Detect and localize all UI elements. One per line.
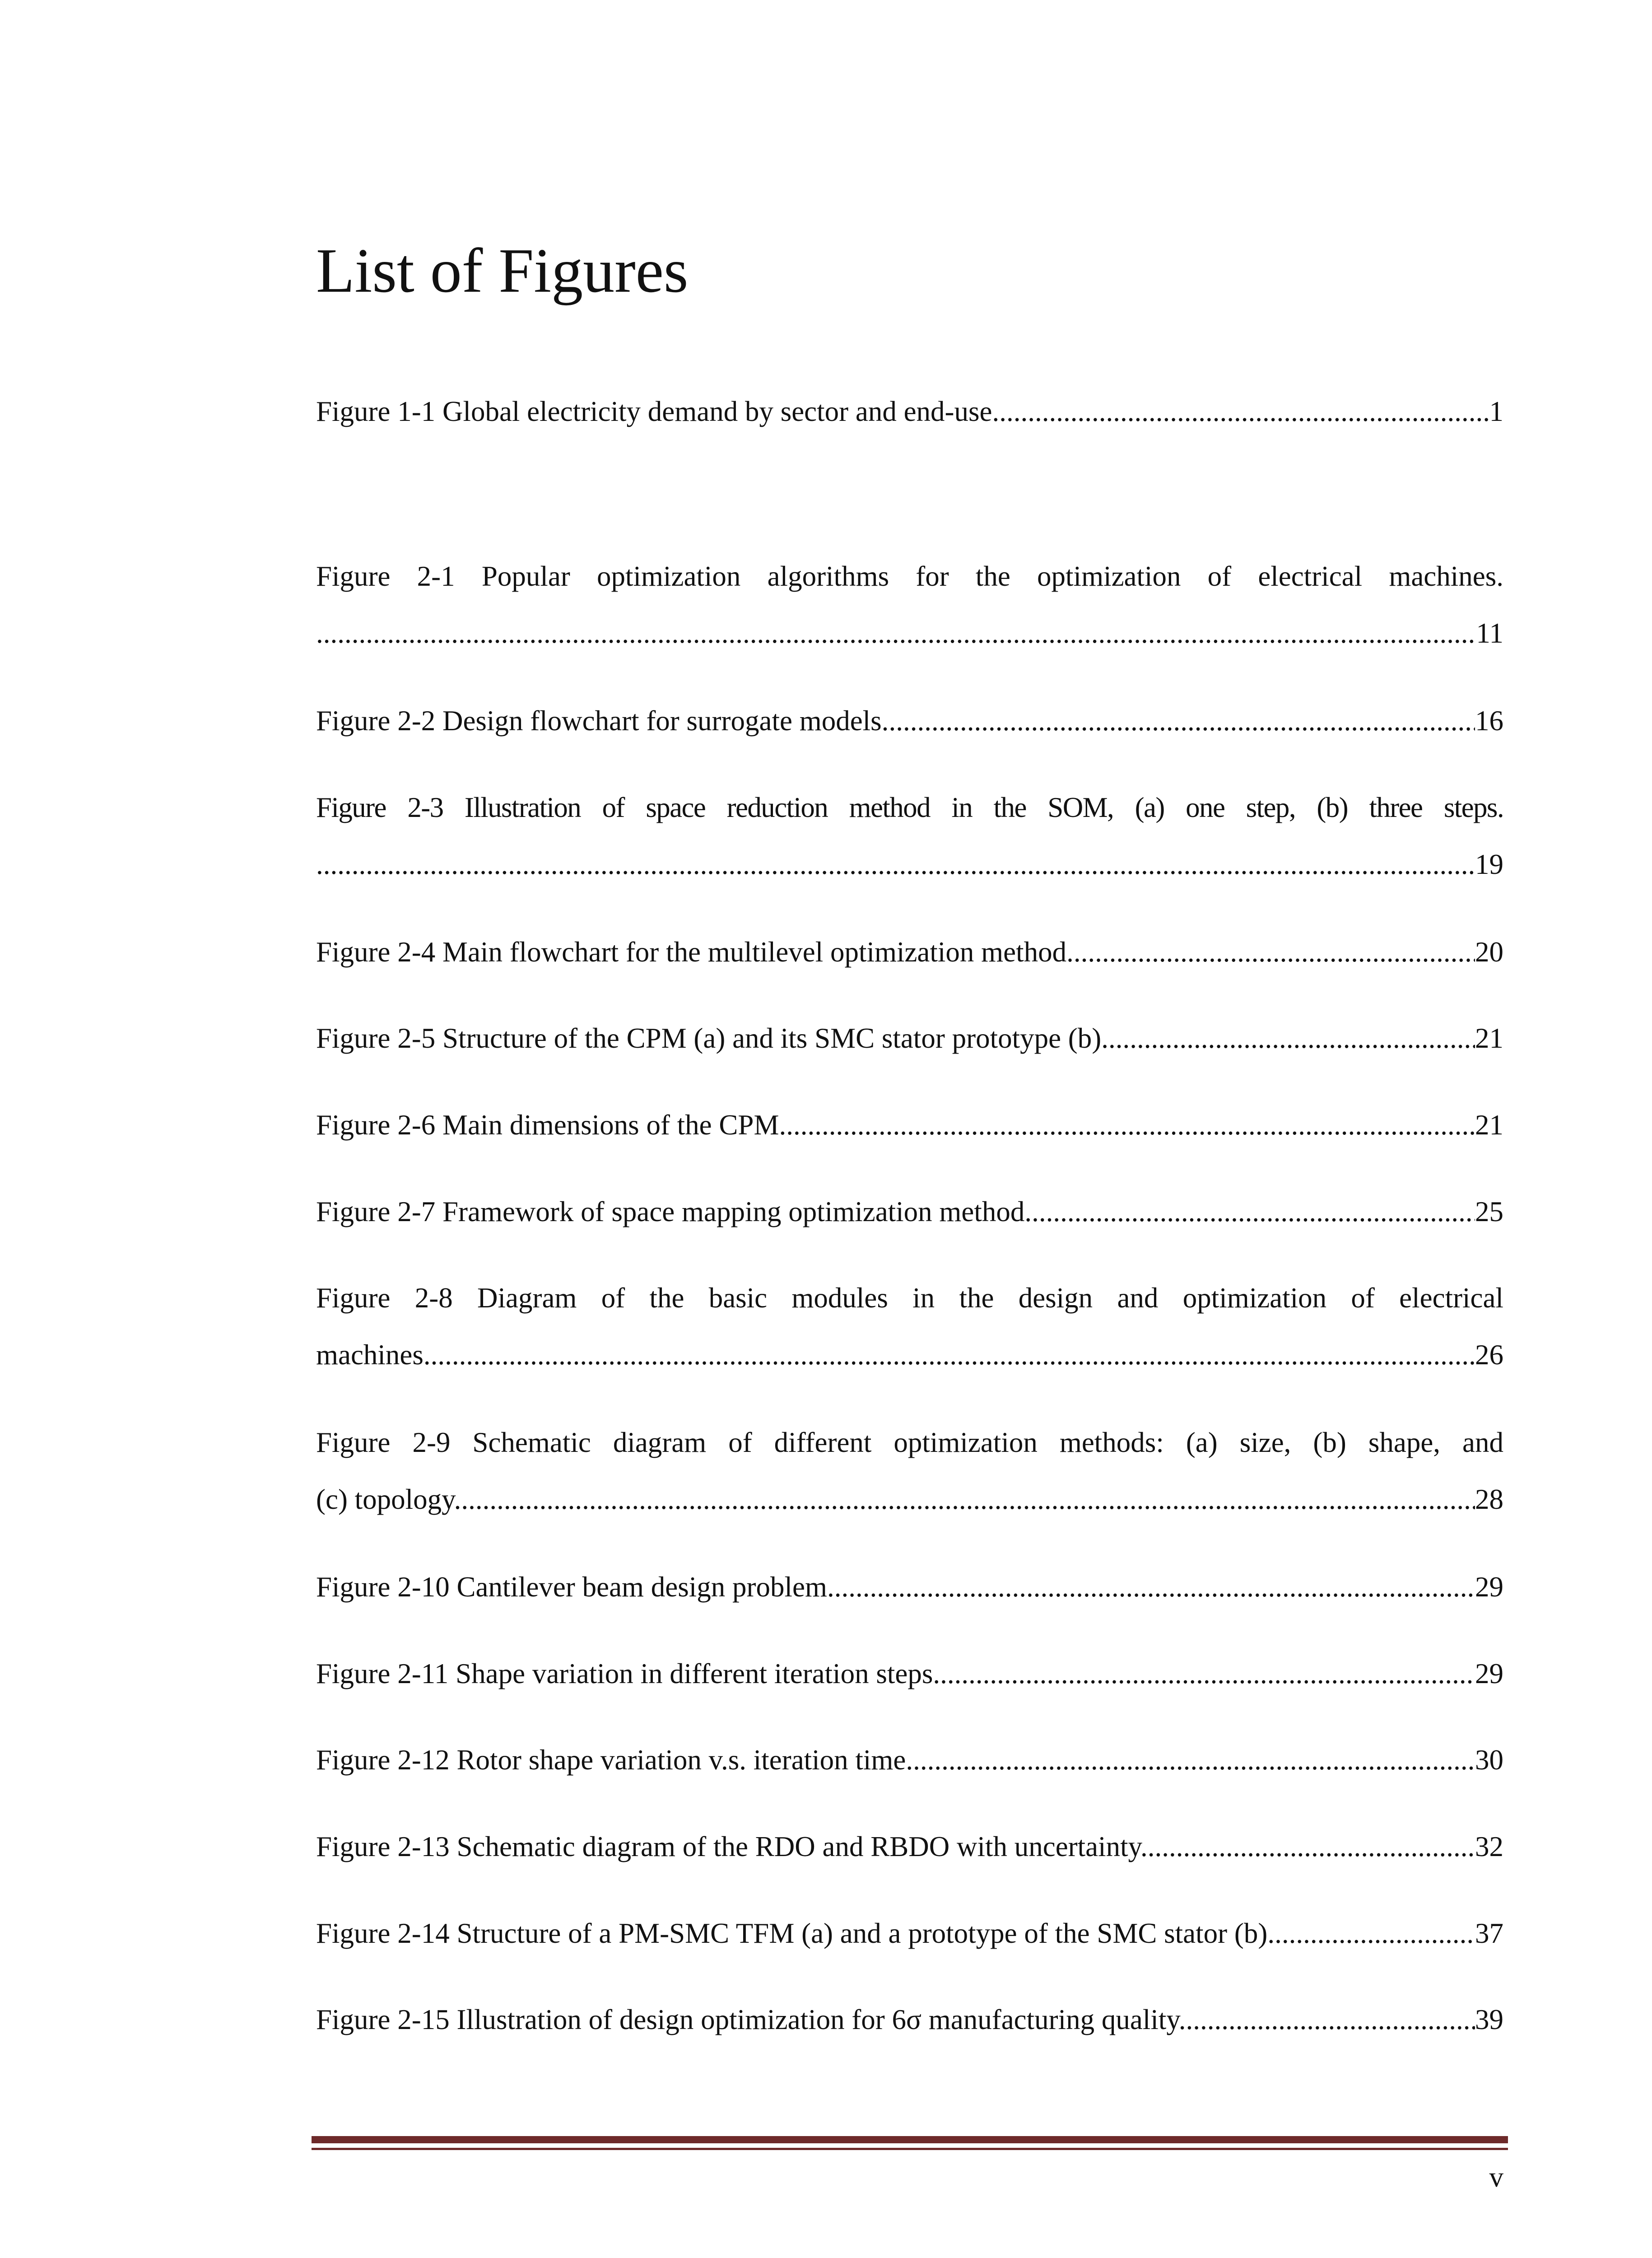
toc-entry-page: 37 [1475,1917,1503,1949]
toc-entry-line1: Figure 2-8 Diagram of the basic modules in the design and optimization of electrical [316,1282,1503,1314]
toc-entry-page: 32 [1475,1831,1503,1862]
toc-entry-text: Figure 2-15 Illustration of design optimization for 6σ manufacturing quality. [316,2004,1186,2035]
toc-entry [316,1746,1503,1774]
toc-entry [316,397,1503,426]
toc-entry-page: 29 [1475,1658,1503,1689]
toc-entry-text: Figure 2-2 Design flowchart for surrogate models. [316,705,889,737]
toc-entry-page: 19 [1475,849,1503,880]
toc-entry-page: 20 [1475,936,1503,968]
toc-leader [913,1746,1475,1774]
toc-entry-line1: Figure 2-9 Schematic diagram of different optimization methods: (a) size, (b) shape, and [316,1427,1503,1458]
toc-entry-line1: Figure 2-3 Illustration of space reduction method in the SOM, (a) one step, (b) three steps. [316,792,1503,823]
page-title: List of Figures [316,236,689,306]
toc-entry-text: (c) topology. [316,1484,461,1515]
toc-leader [889,707,1475,735]
toc-entry [316,2006,1503,2034]
toc-entry [316,1573,1503,1601]
page-number: v [1489,2161,1503,2193]
toc-entry [316,707,1503,735]
toc-entry-page: 30 [1475,1744,1503,1776]
toc-leader [1275,1919,1475,1948]
toc-entry [316,1428,1503,1514]
toc-leader [461,1485,1475,1514]
toc-leader [786,1111,1475,1139]
toc-entry [316,1833,1503,1861]
toc-entry-text: Figure 2-12 Rotor shape variation v.s. iteration time. [316,1744,913,1776]
toc-entry [316,1024,1503,1053]
toc-entry-text: Figure 2-7 Framework of space mapping optimization method. [316,1196,1032,1227]
toc-entry [316,562,1503,648]
toc-leader [1186,2006,1475,2034]
toc-entry [316,1111,1503,1139]
toc-entry-page: 11 [1476,617,1503,649]
toc-entry-text: Figure 2-5 Structure of the CPM (a) and its SMC stator prototype (b). [316,1022,1109,1054]
toc-entry-page: 26 [1475,1339,1503,1371]
toc-leader [431,1341,1475,1369]
toc-entry-page: 21 [1475,1109,1503,1141]
toc-entry-text: machines. [316,1339,431,1371]
toc-entry-text: Figure 2-4 Main flowchart for the multilevel optimization method. [316,936,1074,968]
toc-entry [316,1919,1503,1948]
toc-entry-page: 1 [1489,396,1503,427]
toc-entry-text: Figure 2-13 Schematic diagram of the RDO and RBDO with uncertainty. [316,1831,1148,1862]
toc-entry-page: 29 [1475,1571,1503,1603]
toc-leader [1074,938,1475,966]
toc-entry [316,1198,1503,1226]
toc-entry [316,793,1503,879]
toc-entry-text: Figure 1-1 Global electricity demand by sector and end-use. [316,396,1000,427]
toc-entry-page: 39 [1475,2004,1503,2035]
toc-entry-text: Figure 2-10 Cantilever beam design problem. [316,1571,834,1603]
toc-entry [316,938,1503,966]
toc-entry-page: 25 [1475,1196,1503,1227]
toc-entry-page: 28 [1475,1484,1503,1515]
footer-rule-thick [312,2136,1508,2143]
toc-leader [834,1573,1475,1601]
toc-entry-text: Figure 2-14 Structure of a PM-SMC TFM (a) and a prototype of the SMC stator (b). [316,1917,1275,1949]
toc-leader [1108,1024,1475,1053]
toc-leader [1148,1833,1475,1861]
toc-entry [316,1660,1503,1688]
toc-leader [316,850,1475,879]
toc-leader [999,397,1489,426]
toc-entry-text: Figure 2-11 Shape variation in different iteration steps. [316,1658,940,1689]
toc-leader [940,1660,1475,1688]
toc-entry-page: 16 [1475,705,1503,737]
toc-entry-page: 21 [1475,1022,1503,1054]
toc-entry-text: Figure 2-6 Main dimensions of the CPM. [316,1109,786,1141]
toc-leader [1032,1198,1475,1226]
toc-entry [316,1284,1503,1369]
footer-rule-thin [312,2148,1508,2150]
toc-entry-line1: Figure 2-1 Popular optimization algorithms for the optimization of electrical machines. [316,560,1503,592]
toc-leader [316,619,1476,648]
